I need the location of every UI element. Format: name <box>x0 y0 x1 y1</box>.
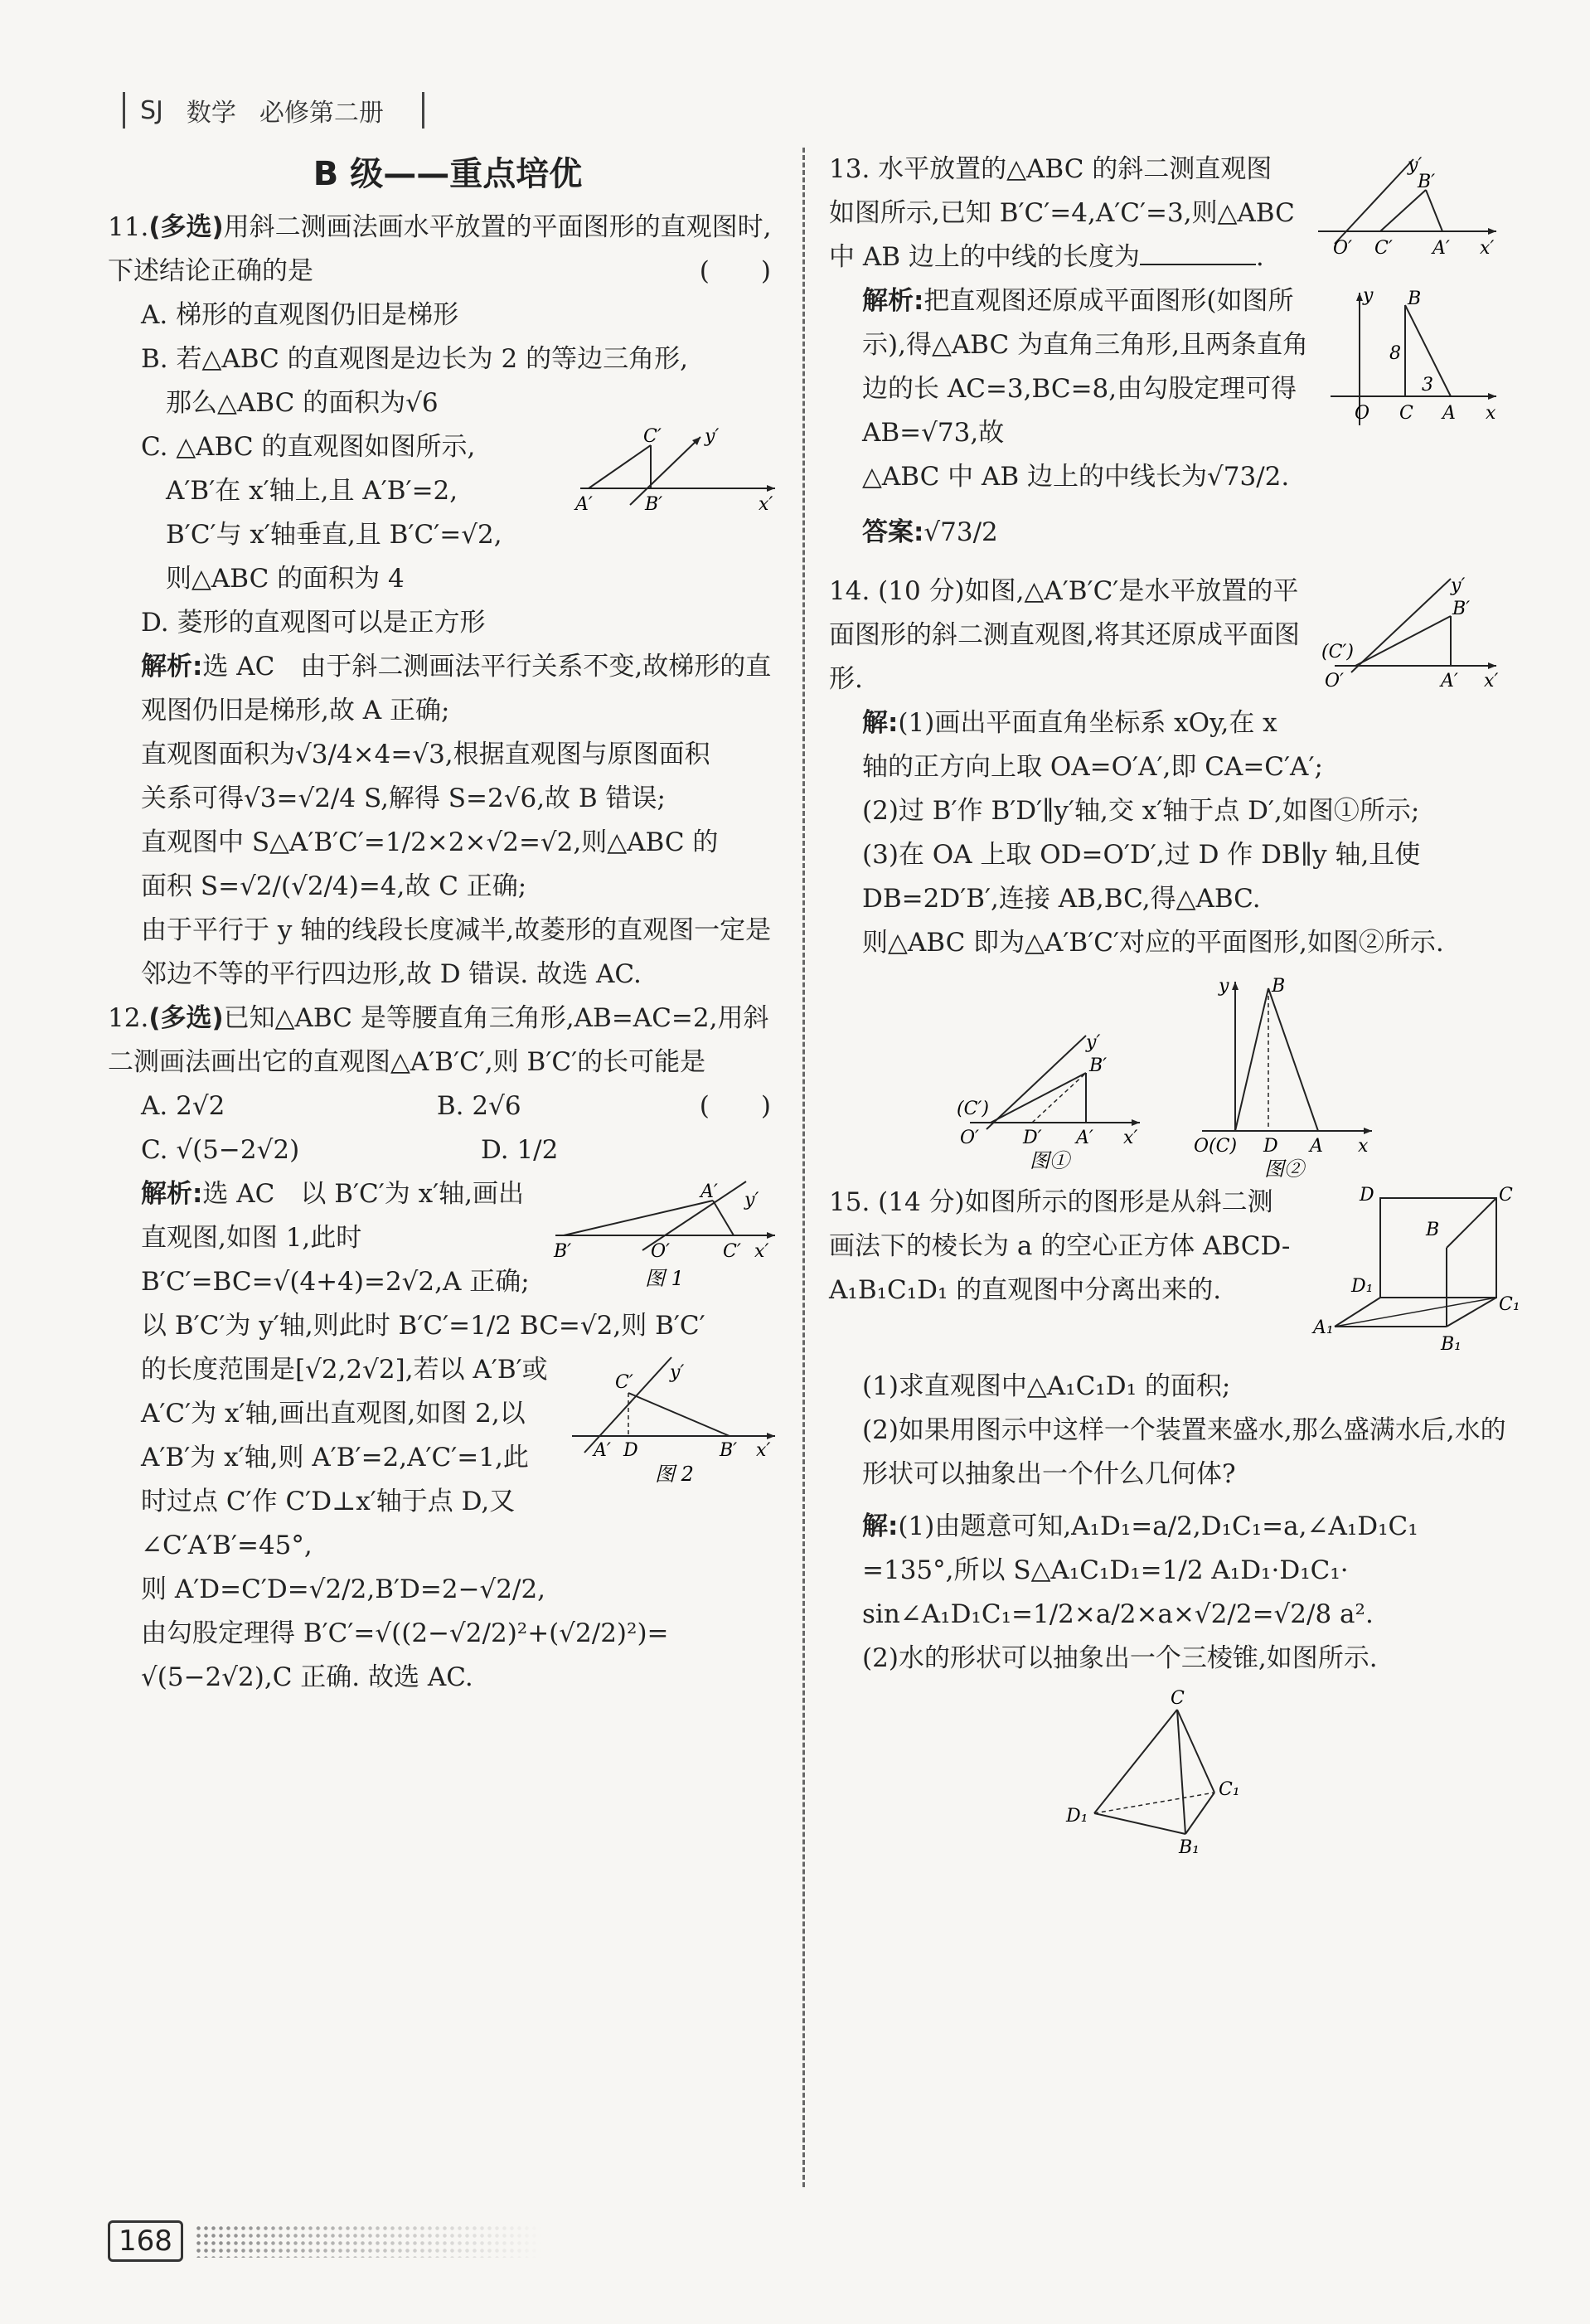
label-x: x′ <box>759 494 773 515</box>
x-arrow <box>1488 662 1496 669</box>
label-3: 3 <box>1422 375 1433 395</box>
label-a: A′ <box>1076 1128 1093 1148</box>
q14-solution: 则△ABC 即为△A′B′C′对应的平面图形,如图②所示. <box>862 928 1444 958</box>
figure-caption: 图 1 <box>645 1267 684 1290</box>
label-c: C′ <box>643 426 662 447</box>
side-cb <box>628 1393 730 1436</box>
label-o: O′ <box>960 1128 980 1148</box>
label-b: B <box>1272 976 1286 997</box>
label-oc: O(C) <box>1194 1136 1238 1157</box>
label-a1: A₁ <box>1313 1317 1334 1338</box>
x-arrow <box>767 1232 775 1239</box>
q12-option-d: D. 1/2 <box>481 1135 559 1165</box>
label-c: C′ <box>1374 238 1393 259</box>
y-arrow <box>1356 293 1363 301</box>
q13-stem: 13. 水平放置的△ABC 的斜二测直观图如图所示,已知 B′C′=4,A′C′=3,则△ABC 中 AB 边上的中线的长度为 <box>829 154 1295 272</box>
q13-stem-end: . <box>1255 242 1264 272</box>
label-a: A <box>1310 1136 1323 1157</box>
q14-solution-figures <box>829 973 1509 1181</box>
q15-solution: (2)水的形状可以抽象出一个三棱锥,如图所示. <box>862 1643 1378 1673</box>
label-b: B <box>1408 289 1422 309</box>
q15-part-1: (1)求直观图中△A₁C₁D₁ 的面积; <box>862 1371 1231 1401</box>
question-12 <box>108 997 788 1700</box>
header-divider <box>123 92 125 129</box>
left-column <box>108 148 788 1700</box>
label-y: y <box>1363 285 1374 306</box>
right-column <box>829 148 1520 1858</box>
label-x: x <box>1486 403 1496 424</box>
q11-solution: 由于平行于 y 轴的线段长度减半,故菱形的直观图一定是邻边不等的平行四边形,故 D 错误. 故选 AC. <box>141 915 772 989</box>
q13-figure <box>1310 153 1509 269</box>
answer-blank[interactable] <box>1140 239 1256 265</box>
label-a: A′ <box>1432 238 1450 259</box>
label-d: D <box>623 1440 638 1461</box>
q11-option-d: D. 菱形的直观图可以是正方形 <box>141 608 486 638</box>
label-y: y <box>1219 976 1229 997</box>
label-d1: D₁ <box>1066 1806 1088 1827</box>
label-y: y′ <box>744 1190 759 1211</box>
y-axis <box>1351 579 1451 672</box>
edge-cc1 <box>1177 1710 1214 1793</box>
label-c: C′ <box>723 1241 741 1262</box>
q11-option-b: B. 若△ABC 的直观图是边长为 2 的等边三角形, <box>141 344 688 374</box>
label-b: B′ <box>1452 599 1471 619</box>
q15-stem: 15. (14 分)如图所示的图形是从斜二测画法下的棱长为 a 的空心正方体 ABCD-A₁B₁C₁D₁ 的直观图中分离出来的. <box>829 1187 1291 1305</box>
q14-figure-2 <box>1185 973 1384 1181</box>
q12-solution: 由勾股定理得 B′C′=√((2−√2/2)²+(√2/2)²)= <box>141 1618 669 1648</box>
q11-solution: 关系可得√3=√2/4 S,解得 S=2√6,故 B 错误; <box>141 784 666 813</box>
q14-stem: 14. (10 分)如图,△A′B′C′是水平放置的平面图形的斜二测直观图,将其还原成平面图形. <box>829 576 1300 694</box>
q11-tag: (多选) <box>148 212 224 242</box>
q12-solution: 以 B′C′为 y′轴,则此时 B′C′=1/2 BC=√2,则 B′C′ <box>141 1311 705 1341</box>
label-o: O <box>1355 403 1370 424</box>
side-cb <box>1235 988 1268 1131</box>
edge-cb1 <box>1177 1710 1185 1834</box>
page-footer <box>108 2220 543 2262</box>
edge-d1b1 <box>1094 1813 1185 1834</box>
y-axis <box>630 437 700 505</box>
label-b: B′ <box>645 494 663 515</box>
side-ba <box>1268 988 1318 1131</box>
label-c: C <box>1399 403 1413 424</box>
label-y: y′ <box>1086 1032 1101 1053</box>
cube-back-face <box>1380 1198 1496 1298</box>
q14-solution: (3)在 OA 上取 OD=O′D′,过 D 作 DB∥y 轴,且使 DB=2D′B′,连接 AB,BC,得△ABC. <box>862 840 1421 914</box>
x-arrow <box>1364 1128 1372 1134</box>
label-a: A′ <box>700 1181 718 1202</box>
answer-label: 答案: <box>862 517 924 547</box>
label-8: 8 <box>1389 343 1401 364</box>
answer-paren: ( ) <box>699 1091 771 1121</box>
side-cb <box>1380 190 1426 231</box>
q12-stem: 已知△ABC 是等腰直角三角形,AB=AC=2,用斜二测画法画出它的直观图△A′B′C′,则 B′C′的长可能是 <box>108 1003 769 1077</box>
label-a: A′ <box>1441 671 1458 691</box>
q15-part-2: (2)如果用图示中这样一个装置来盛水,那么盛满水后,水的形状可以抽象出一个什么几何体? <box>862 1415 1506 1489</box>
label-b1: B₁ <box>1441 1334 1462 1355</box>
label-b: B <box>1426 1220 1440 1240</box>
label-a: A′ <box>594 1440 611 1461</box>
label-b: B′ <box>554 1241 572 1262</box>
y-arrow <box>1232 982 1239 990</box>
page-number: 168 <box>108 2220 183 2262</box>
label-c: C′ <box>615 1372 633 1393</box>
q11-option-c: C. △ABC 的直观图如图所示, <box>141 432 476 462</box>
q11-solution: 选 AC 由于斜二测画法平行关系不变,故梯形的直观图仍旧是梯形,故 A 正确; <box>141 652 772 725</box>
q11-option-a: A. 梯形的直观图仍旧是梯形 <box>141 300 459 330</box>
q14-solution: (2)过 B′作 B′D′∥y′轴,交 x′轴于点 D′,如图①所示; <box>862 796 1420 826</box>
label-a: A <box>1442 403 1456 424</box>
q11-stem: 用斜二测画法画水平放置的平面图形的直观图时,下述结论正确的是 <box>108 212 772 286</box>
x-arrow <box>767 1433 775 1439</box>
q12-solution: √(5−2√2),C 正确. 故选 AC. <box>141 1662 473 1692</box>
footer-decoration <box>195 2225 543 2258</box>
figure-caption: 图① <box>1030 1149 1069 1172</box>
figure-caption: 图 2 <box>655 1463 694 1486</box>
solution-label: 解: <box>862 1511 899 1541</box>
q12-figure-1 <box>547 1177 788 1293</box>
x-arrow <box>1132 1119 1140 1126</box>
q12-option-c: C. √(5−2√2) <box>141 1135 300 1165</box>
question-15 <box>829 1181 1520 1858</box>
solution-label: 解析: <box>141 652 203 682</box>
q12-solution: 选 AC 以 B′C′为 x′轴,画出直观图,如图 1,此时 B′C′=BC=√(4+4)=2√2,A 正确; <box>141 1179 530 1297</box>
label-o: O′ <box>1325 671 1345 691</box>
x-arrow <box>767 485 775 492</box>
edge-cd1 <box>1094 1710 1177 1813</box>
label-x: x′ <box>1123 1128 1138 1148</box>
q11-number: 11. <box>108 212 149 242</box>
header-divider <box>422 92 424 129</box>
q15-solution: sin∠A₁D₁C₁=1/2×a/2×a×√2/2=√2/8 a². <box>862 1599 1374 1629</box>
edge-b1c1 <box>1185 1793 1214 1834</box>
question-11 <box>108 206 788 997</box>
label-x: x′ <box>756 1440 771 1461</box>
solution-label: 解: <box>862 708 899 738</box>
y-axis <box>642 1181 746 1250</box>
q14-figure-1 <box>953 973 1152 1172</box>
label-c: (C′) <box>1321 642 1354 662</box>
side-ba <box>1426 190 1442 231</box>
label-c: C <box>1171 1688 1185 1709</box>
q13-solution: 把直观图还原成平面图形(如图所示),得△ABC 为直角三角形,且两条直角边的长 AC=3,BC=8,由勾股定理可得 AB=√73,故 <box>862 286 1308 448</box>
x-arrow <box>1488 393 1496 400</box>
q13-solution: △ABC 中 AB 边上的中线长为√73/2. <box>862 462 1290 492</box>
label-d: D′ <box>1023 1128 1042 1148</box>
label-b: B′ <box>720 1440 738 1461</box>
side-ac <box>713 1201 734 1235</box>
q11-solution: 面积 S=√2/(√2/4)=4,故 C 正确; <box>141 871 527 901</box>
q11-option-c-line: B′C′与 x′轴垂直,且 B′C′=√2, <box>166 520 502 550</box>
header-series: SJ <box>140 95 163 125</box>
question-13 <box>829 148 1509 555</box>
q15-solution: (1)由题意可知,A₁D₁=a/2,D₁C₁=a,∠A₁D₁C₁ <box>898 1511 1418 1541</box>
q12-solution: 则 A′D=C′D=√2/2,B′D=2−√2/2, <box>141 1574 546 1604</box>
label-y: y′ <box>1408 155 1423 176</box>
q15-pyramid-figure <box>1061 1688 1277 1858</box>
page-header <box>108 90 439 131</box>
label-y: y′ <box>670 1362 685 1383</box>
q14-figure <box>1318 575 1509 699</box>
label-o: O′ <box>651 1241 671 1262</box>
label-c1: C₁ <box>1219 1779 1240 1800</box>
q12-solution: 的长度范围是[√2,2√2],若以 A′B′或 A′C′为 x′轴,画出直观图,如图 2,以 A′B′为 x′轴,则 A′B′=2,A′C′=1,此时过点 C′作 C′D⊥x′轴于点 D,又∠C′A′B′=45°, <box>141 1355 548 1560</box>
q12-number: 12. <box>108 1003 149 1033</box>
label-c: (C′) <box>957 1099 989 1119</box>
answer-paren: ( ) <box>699 256 771 286</box>
column-divider <box>802 148 805 2187</box>
solution-label: 解析: <box>862 286 924 316</box>
label-b: B′ <box>1089 1055 1108 1076</box>
label-y: y′ <box>1451 575 1466 596</box>
header-book: 必修第二册 <box>259 99 384 128</box>
q13-solution-figure <box>1326 284 1509 434</box>
y-axis <box>986 1036 1086 1129</box>
figure-caption: 图② <box>1264 1157 1304 1181</box>
side-ac <box>589 445 651 488</box>
label-y: y′ <box>705 426 720 447</box>
label-d1: D₁ <box>1351 1276 1374 1297</box>
segment-db <box>1032 1073 1086 1123</box>
label-o: O′ <box>1333 238 1353 259</box>
question-14 <box>829 570 1509 1181</box>
q11-option-b-cont: 那么△ABC 的面积为√6 <box>166 388 439 418</box>
edge <box>1447 1198 1496 1248</box>
q12-option-a: A. 2√2 <box>141 1091 225 1121</box>
label-x: x′ <box>1480 238 1495 259</box>
q12-option-b: B. 2√6 <box>436 1091 521 1121</box>
hidden-edge-d1c1 <box>1094 1793 1214 1813</box>
label-x: x <box>1358 1136 1369 1157</box>
label-c1: C₁ <box>1499 1294 1520 1315</box>
label-x: x′ <box>754 1241 769 1262</box>
q14-solution: (1)画出平面直角坐标系 xOy,在 x 轴的正方向上取 OA=O′A′,即 CA=C′A′; <box>862 708 1323 782</box>
label-b: B′ <box>1418 172 1436 192</box>
q12-tag: (多选) <box>148 1003 224 1033</box>
label-x: x′ <box>1484 671 1499 691</box>
q13-answer: √73/2 <box>923 517 998 547</box>
label-d: D <box>1263 1136 1278 1157</box>
q11-figure <box>572 426 788 522</box>
label-a: A′ <box>575 494 593 515</box>
q11-option-c-line: A′B′在 x′轴上,且 A′B′=2, <box>166 476 458 506</box>
label-b1: B₁ <box>1179 1837 1200 1858</box>
q11-solution: 直观图中 S△A′B′C′=1/2×2×√2=√2,则△ABC 的 <box>141 827 719 857</box>
x-arrow <box>1488 228 1496 235</box>
q15-cube-figure <box>1310 1185 1520 1360</box>
q11-solution: 直观图面积为√3/4×4=√3,根据直观图与原图面积 <box>141 740 710 769</box>
q15-solution: =135°,所以 S△A₁C₁D₁=1/2 A₁D₁·D₁C₁· <box>862 1555 1349 1585</box>
section-title: B 级——重点培优 <box>313 155 583 193</box>
header-subject: 数学 <box>186 99 236 128</box>
solution-label: 解析: <box>141 1179 203 1209</box>
q11-option-c-line: 则△ABC 的面积为 4 <box>166 564 405 594</box>
label-d: D <box>1360 1185 1374 1206</box>
q12-figure-2 <box>564 1353 788 1486</box>
label-c: C <box>1499 1185 1513 1206</box>
